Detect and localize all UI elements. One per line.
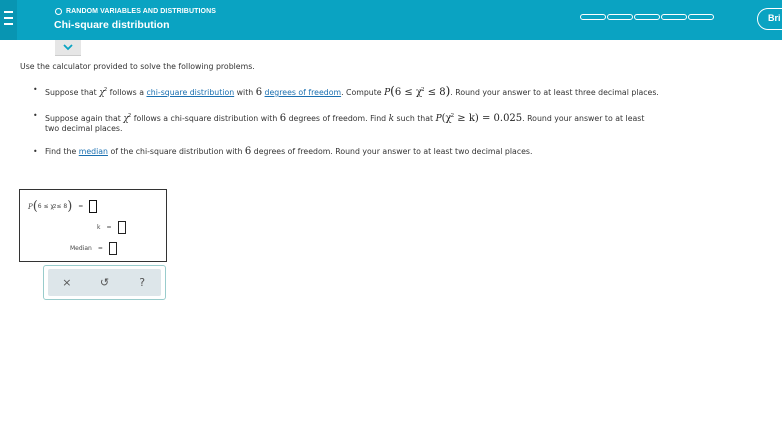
- median-link[interactable]: median: [78, 147, 108, 156]
- header-bar: [0, 0, 782, 40]
- answer-row-probability: P ( 6 ≤ χ 2 ≤ 8 ) =: [28, 199, 97, 214]
- progress-segment: [634, 14, 660, 20]
- header-action-button[interactable]: [757, 8, 782, 30]
- progress-segment: [688, 14, 714, 20]
- menu-icon[interactable]: [4, 11, 13, 25]
- problem-2: • Suppose again that $\chi^2$ follows a chi-square distribution with 6 degrees of freedom. Find k such that $P(\chi^2 \ge k) = 0.025$. Round your answer to at least two decimal places.: [33, 111, 773, 134]
- topic-status-icon: [55, 8, 62, 15]
- collapse-toggle[interactable]: [55, 40, 81, 56]
- probability-answer-input[interactable]: [89, 200, 97, 213]
- median-answer-input[interactable]: [109, 242, 117, 255]
- answer-panel: [19, 189, 167, 262]
- help-icon[interactable]: ?: [139, 276, 146, 289]
- k-answer-input[interactable]: [118, 221, 126, 234]
- clear-icon[interactable]: ×: [62, 276, 72, 289]
- instructions-text: Use the calculator provided to solve the following problems.: [20, 62, 255, 71]
- progress-segment: [661, 14, 687, 20]
- chevron-down-icon: [63, 44, 73, 51]
- progress-bar: [580, 14, 715, 20]
- answer-row-median: Median =: [70, 242, 117, 255]
- problem-3: • Find the median of the chi-square distribution with 6 degrees of freedom. Round your answer to at least two decimal places.: [33, 147, 773, 157]
- progress-segment: [607, 14, 633, 20]
- probability-expression: $P(6 \le \chi^2 \le 8)$: [384, 84, 451, 98]
- topic-label: RANDOM VARIABLES AND DISTRIBUTIONS: [66, 8, 217, 15]
- page-title: Chi-square distribution: [54, 19, 170, 31]
- degrees-of-freedom-link[interactable]: degrees of freedom: [264, 88, 342, 97]
- menu-panel[interactable]: [0, 0, 17, 40]
- problem-1: • Suppose that $\chi^2$ follows a chi-square distribution with 6 degrees of freedom. Compute $P(6 \le \chi^2 \le 8)$. Round your answer to at least three decimal places.: [33, 85, 773, 98]
- probability-expression: $P(\chi^2 \ge k) = 0.025$: [435, 113, 523, 124]
- problem-list: [33, 85, 773, 170]
- undo-icon[interactable]: ↺: [99, 276, 110, 289]
- chi-square-distribution-link[interactable]: chi-square distribution: [146, 88, 235, 97]
- answer-row-k: k =: [97, 221, 126, 234]
- chi-symbol: χ: [99, 88, 105, 98]
- progress-segment: [580, 14, 606, 20]
- answer-action-bar: [43, 265, 166, 300]
- topic-row: [55, 8, 216, 15]
- header-action-label: Bri: [768, 13, 781, 23]
